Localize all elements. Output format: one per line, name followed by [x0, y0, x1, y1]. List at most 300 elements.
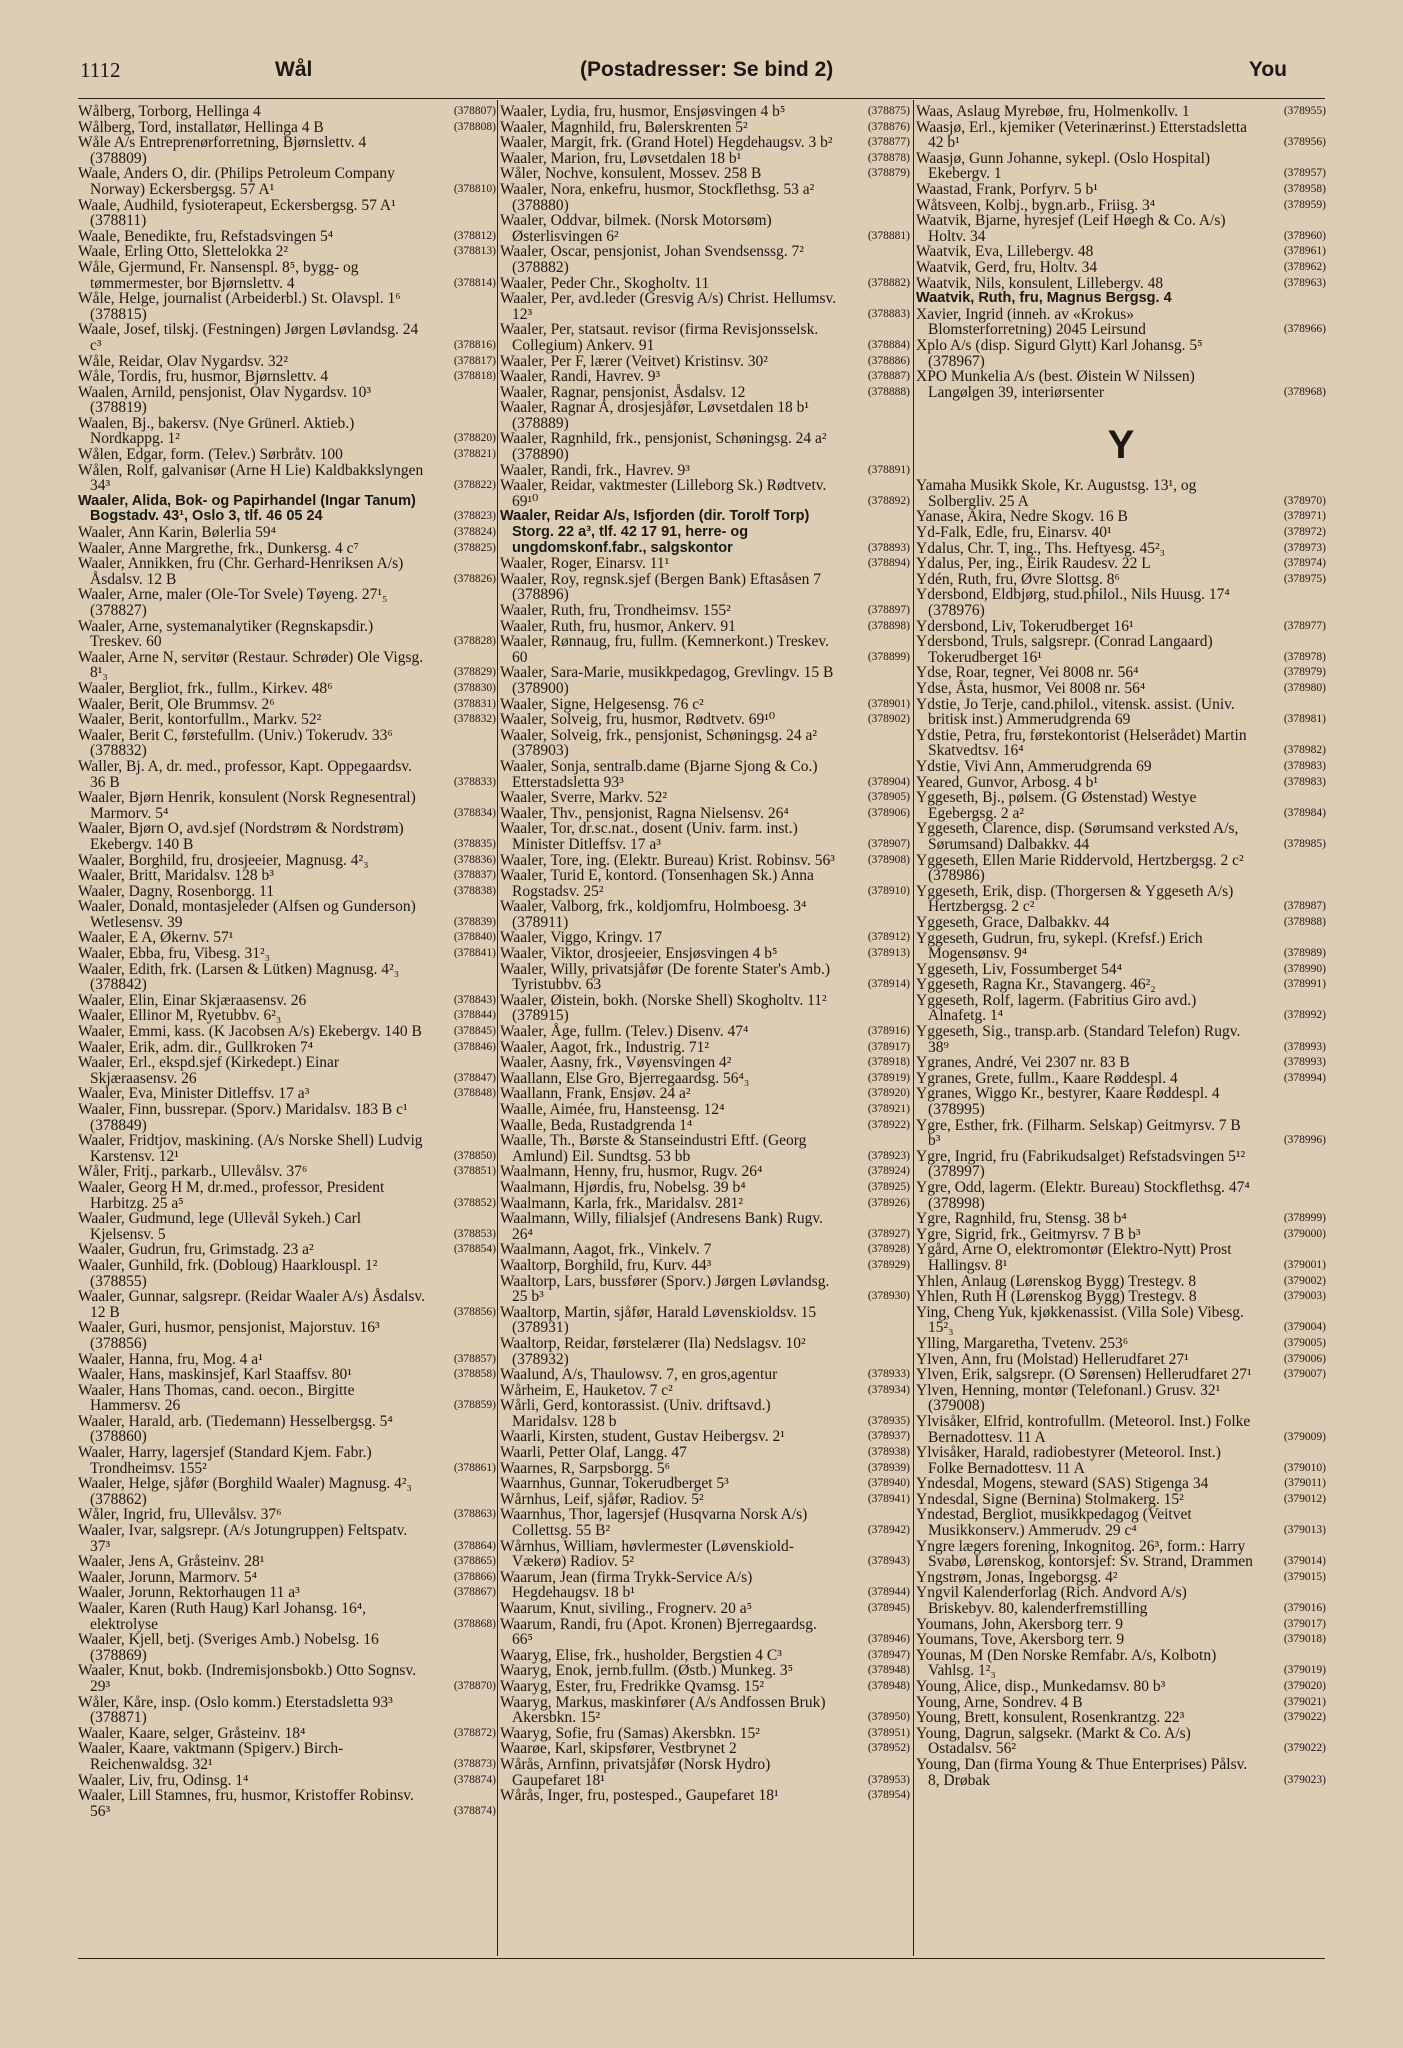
directory-entry — [500, 104, 910, 120]
directory-entry — [500, 556, 910, 572]
entry-number: (379022) — [1283, 1742, 1326, 1755]
directory-entry — [500, 1476, 910, 1492]
entry-text: Waaryg, Sofie, fru (Samas) Akersbkn. 15² — [500, 1724, 760, 1742]
entry-text: Young, Arne, Sondrev. 4 B — [916, 1693, 1083, 1711]
directory-entry — [78, 1320, 496, 1351]
directory-entry — [916, 1570, 1326, 1586]
entry-number: (378822) — [453, 479, 496, 492]
entry-number: (379018) — [1283, 1633, 1326, 1646]
directory-entry — [916, 1055, 1326, 1071]
directory-entry — [916, 1242, 1326, 1273]
directory-entry — [916, 182, 1326, 198]
entry-text: Waaler, Gudrun, fru, Grimstadg. 23 a² — [78, 1241, 314, 1259]
entry-text: Waale, Josef, tilskj. (Festningen) Jørgen Løvlandsg. 24 c³ — [78, 321, 419, 354]
entry-number: (378881) — [867, 229, 910, 242]
entry-text: Ying, Cheng Yuk, kjøkkenassist. (Villa Sole) Vibesg. 15²₃ — [916, 1303, 1244, 1337]
entry-text: Wåle, Gjermund, Fr. Nansenspl. 8⁵, bygg- og tømmermester, bor Bjørnslettv. 4 — [78, 258, 359, 292]
directory-entry — [500, 1242, 910, 1258]
directory-entry — [916, 853, 1326, 884]
directory-entry — [78, 1040, 496, 1056]
entry-text: Wålberg, Torborg, Hellinga 4 — [78, 103, 261, 120]
directory-entry — [78, 1726, 496, 1742]
directory-entry — [500, 1601, 910, 1617]
directory-entry — [78, 1055, 496, 1086]
entry-number: (378882) — [867, 276, 910, 289]
entry-number: (378958) — [1283, 182, 1326, 195]
entry-number: (378948) — [867, 1664, 910, 1677]
directory-entry — [916, 1086, 1326, 1117]
directory-entry — [78, 1741, 496, 1772]
directory-entry — [78, 1180, 496, 1211]
entry-number: (378858) — [453, 1368, 496, 1381]
entry-text: Ydalus, Chr. T, ing., Ths. Heftyesg. 45²₃ — [916, 539, 1165, 557]
entry-text: Yggeseth, Rolf, lagerm. (Fabritius Giro avd.) Alnafetg. 1⁴ — [916, 991, 1197, 1025]
entry-number: (378945) — [867, 1602, 910, 1614]
entry-text: Waalen, Arnild, pensjonist, Olav Nygardsv. 10³ (378819) — [78, 383, 371, 417]
entry-number: (378966) — [1283, 323, 1326, 336]
directory-entry — [500, 166, 910, 182]
entry-text: Waaltorp, Martin, sjåfør, Harald Løvenskioldsv. 15 (378931) — [500, 1303, 817, 1337]
directory-entry — [916, 915, 1326, 931]
directory-entry — [916, 1289, 1326, 1305]
entry-number: (378943) — [867, 1555, 910, 1568]
entry-number: (378891) — [867, 463, 910, 476]
entry-number: (378992) — [1283, 1009, 1326, 1022]
entry-number: (379016) — [1283, 1602, 1326, 1615]
entry-text: Waaler, Finn, bussrepar. (Sporv.) Maridalsv. 183 B c¹ (378849) — [78, 1101, 408, 1134]
entry-number: (378927) — [867, 1227, 910, 1240]
entry-text: Waalmann, Henny, fru, husmor, Rugv. 26⁴ — [500, 1163, 763, 1181]
entry-text: Waarnes, R, Sarpsborgg. 5⁶ — [500, 1459, 671, 1477]
entry-number: (378861) — [453, 1461, 496, 1474]
directory-entry — [916, 572, 1326, 588]
entry-number: (378808) — [453, 120, 496, 133]
entry-number: (378987) — [1283, 900, 1326, 913]
entry-number: (378993) — [1283, 1056, 1326, 1069]
entry-text: Wålen, Edgar, form. (Telev.) Sørbråtv. 100 — [78, 446, 343, 464]
entry-number: (378836) — [453, 853, 496, 866]
entry-number: (378919) — [867, 1071, 910, 1084]
entry-number: (379010) — [1283, 1461, 1326, 1474]
entry-text: Ylven, Erik, salgsrepr. (O Sørensen) Hellerudfaret 27¹ — [916, 1366, 1252, 1384]
directory-entry — [500, 1679, 910, 1695]
entry-number: (378937) — [867, 1430, 910, 1443]
directory-entry — [78, 1773, 496, 1789]
directory-entry — [916, 120, 1326, 151]
entry-text: Young, Dagrun, salgsekr. (Markt & Co. A/s) Ostadalsv. 56² — [916, 1724, 1191, 1758]
entry-text: Waaler, Gunnar, salgsrepr. (Reidar Waaler A/s) Åsdalsv. 12 B — [78, 1288, 426, 1321]
entry-text: Waaler, Tore, ing. (Elektr. Bureau) Krist. Robinsv. 56³ — [500, 851, 835, 869]
directory-entry — [916, 541, 1326, 557]
directory-entry — [78, 619, 496, 650]
directory-entry — [78, 868, 496, 884]
directory-entry — [500, 354, 910, 370]
entry-text: Waaler, Lill Stamnes, fru, husmor, Kristoffer Robinsv. 56³ — [78, 1787, 414, 1820]
entry-text: Waaler, Peder Chr., Skogholtv. 11 — [500, 274, 710, 292]
directory-entry — [78, 166, 496, 197]
entry-text: Ydersbond, Truls, salgsrepr. (Conrad Langaard) Tokerudberget 16¹ — [916, 633, 1213, 666]
entry-text: Waalund, A/s, Thaulowsv. 7, en gros,agentur — [500, 1366, 778, 1384]
entry-text: Waaler, Ragnhild, frk., pensjonist, Schøningsg. 24 a² (378890) — [500, 430, 827, 464]
entry-text: Yggeseth, Gudrun, fru, sykepl. (Krefsf.) Erich Mogensønsv. 9⁴ — [916, 929, 1203, 963]
entry-number: (378993) — [1283, 1040, 1326, 1053]
directory-entry — [78, 681, 496, 697]
entry-number: (378853) — [453, 1227, 496, 1240]
entry-number: (378817) — [453, 354, 496, 367]
entry-text: Wåler, Fritj., parkarb., Ullevålsv. 37⁶ — [78, 1163, 308, 1181]
entry-text: Waaler, Per F, lærer (Veitvet) Kristinsv. 30² — [500, 352, 768, 370]
directory-entry — [78, 650, 496, 681]
entry-number: (378908) — [867, 853, 910, 866]
directory-entry — [500, 1383, 910, 1399]
entry-number: (378972) — [1283, 526, 1326, 539]
entry-text: Waaler, Turid E, kontord. (Tonsenhagen Sk.) Anna Rogstadsv. 25² — [500, 867, 814, 900]
entry-text: Waaler, Sara-Marie, musikkpedagog, Grevlingv. 15 B (378900) — [500, 664, 834, 697]
directory-entry — [78, 1507, 496, 1523]
directory-entry — [500, 1133, 910, 1164]
column-divider — [497, 100, 498, 1956]
entry-text: Ylven, Ann, fru (Molstad) Hellerudfaret 27¹ — [916, 1350, 1189, 1368]
entry-text: Wåler, Kåre, insp. (Oslo komm.) Eterstadsletta 93³ (378871) — [78, 1693, 393, 1727]
entry-text: Waaler, Hans Thomas, cand. oecon., Birgitte Hammersv. 26 — [78, 1381, 355, 1415]
entry-text: Waaler, Randi, frk., Havrev. 9³ — [500, 461, 690, 479]
directory-entry — [500, 1741, 910, 1757]
directory-entry — [916, 1274, 1326, 1290]
entry-number: (378933) — [867, 1368, 910, 1381]
directory-entry — [78, 853, 496, 869]
entry-text: Waaler, Roger, Einarsv. 11¹ — [500, 555, 670, 573]
entry-text: Waaler, Ebba, fru, Vibesg. 31²₃ — [78, 945, 271, 963]
entry-number: (378894) — [867, 557, 910, 570]
entry-text: Waaler, Ruth, fru, husmor, Ankerv. 91 — [500, 617, 736, 635]
directory-entry — [500, 821, 910, 852]
entry-text: Waaler, Solveig, frk., pensjonist, Schøningsg. 24 a² (378903) — [500, 726, 818, 760]
entry-number: (378935) — [867, 1414, 910, 1427]
directory-entry — [500, 1695, 910, 1726]
entry-text: Waasjø, Erl., kjemiker (Veterinærinst.) Etterstadsletta 42 b¹ — [916, 118, 1248, 152]
entry-text: Waatvik, Ruth, fru, Magnus Bergsg. 4 — [916, 290, 1172, 307]
directory-entry — [916, 478, 1326, 509]
directory-entry — [78, 556, 496, 587]
directory-entry — [500, 712, 910, 728]
directory-entry — [500, 1305, 910, 1336]
directory-entry — [916, 1710, 1326, 1726]
directory-entry — [916, 775, 1326, 791]
entry-number: (379006) — [1283, 1352, 1326, 1365]
directory-entry — [916, 728, 1326, 759]
entry-text: Waaler, Tor, dr.sc.nat., dosent (Univ. farm. inst.) Minister Ditleffsv. 17 a³ — [500, 820, 798, 853]
entry-text: Waaler, Oscar, pensjonist, Johan Svendsenssg. 7² (378882) — [500, 243, 804, 276]
directory-entry — [916, 338, 1326, 369]
entry-number: (378821) — [453, 448, 496, 461]
entry-text: Waaler, Ann Karin, Bølerlia 59⁴ — [78, 524, 277, 542]
entry-text: Waatvik, Nils, konsulent, Lillebergv. 48 — [916, 274, 1164, 292]
directory-entry — [78, 946, 496, 962]
entry-number: (378872) — [453, 1726, 496, 1739]
directory-entry — [500, 1726, 910, 1742]
entry-number: (379005) — [1283, 1336, 1326, 1349]
directory-entry — [500, 899, 910, 930]
directory-entry — [78, 1523, 496, 1554]
entry-text: Waaler, Borghild, fru, drosjeeier, Magnusg. 4²₃ — [78, 851, 369, 869]
entry-number: (378926) — [867, 1196, 910, 1209]
entry-text: Yggeseth, Clarence, disp. (Sørumsand verksted A/s, Sørumsand) Dalbakkv. 44 — [916, 820, 1239, 853]
entry-text: Waaler, Arne, systemanalytiker (Regnskapsdir.) Treskev. 60 — [78, 617, 374, 651]
directory-entry — [78, 1211, 496, 1242]
directory-entry — [916, 1757, 1326, 1788]
entry-text: Yggeseth, Erik, disp. (Thorgersen & Yggeseth A/s) Hertzbergsg. 2 c² — [916, 882, 1234, 916]
entry-number: (378828) — [453, 635, 496, 648]
directory-entry — [78, 930, 496, 946]
directory-entry — [916, 260, 1326, 276]
directory-entry — [916, 1414, 1326, 1445]
directory-entry — [916, 962, 1326, 978]
directory-entry — [500, 1429, 910, 1445]
entry-text: Waaler, Gunhild, frk. (Dobloug) Haarklouspl. 1² (378855) — [78, 1256, 378, 1290]
entry-number: (379014) — [1283, 1555, 1326, 1568]
entry-text: Young, Alice, disp., Munkedamsv. 80 b³ — [916, 1678, 1166, 1695]
entry-text: Ygre, Ragnhild, fru, Stensg. 38 b⁴ — [916, 1210, 1127, 1228]
directory-entry — [916, 1539, 1326, 1570]
directory-entry — [500, 385, 910, 401]
entry-text: Ydstie, Petra, fru, førstekontorist (Helserådet) Martin Skatvedtsv. 16⁴ — [916, 726, 1247, 760]
entry-number: (378918) — [867, 1056, 910, 1069]
directory-entry — [916, 369, 1326, 400]
directory-entry — [916, 587, 1326, 618]
entry-text: Waaler, Per, avd.leder (Gresvig A/s) Christ. Hellumsv. 12³ — [500, 290, 837, 323]
entry-text: Waalmann, Hjørdis, fru, Nobelsg. 39 b⁴ — [500, 1178, 746, 1196]
entry-text: Waaler, Jorunn, Marmorv. 5⁴ — [78, 1568, 258, 1586]
directory-entry — [500, 1196, 910, 1212]
directory-entry — [916, 1492, 1326, 1508]
directory-entry — [78, 1414, 496, 1445]
directory-entry — [500, 1102, 910, 1118]
entry-number: (378838) — [453, 884, 496, 897]
directory-entry — [500, 244, 910, 275]
directory-entry — [78, 759, 496, 790]
left-guide-word: Wål — [275, 58, 313, 81]
directory-entry — [500, 1211, 910, 1242]
entry-text: Waaler, Jorunn, Rektorhaugen 11 a³ — [78, 1584, 300, 1602]
directory-entry — [500, 806, 910, 822]
entry-text: Ygranes, Wiggo Kr., bestyrer, Kaare Røddespl. 4 (378995) — [916, 1085, 1220, 1119]
entry-text: Waaler, Erl., ekspd.sjef (Kirkedept.) Einar Skjæraasensv. 26 — [78, 1054, 340, 1087]
entry-text: Waaler, Randi, Havrev. 9³ — [500, 368, 661, 386]
entry-text: Waaler, Ragnar A, drosjesjåfør, Løvsetdalen 18 b¹ (378889) — [500, 399, 810, 432]
entry-number: (378957) — [1283, 167, 1326, 180]
directory-entry — [78, 369, 496, 385]
entry-text: Ylling, Margaretha, Tvetenv. 253⁶ — [916, 1334, 1129, 1352]
entry-text: Waaler, Georg H M, dr.med., professor, President Harbitzg. 25 a⁵ — [78, 1178, 385, 1212]
directory-entry — [78, 229, 496, 245]
entry-number: (378973) — [1283, 541, 1326, 554]
right-guide-word: You — [1248, 58, 1287, 81]
entry-number: (378830) — [453, 681, 496, 694]
entry-text: Waarum, Randi, fru (Apot. Kronen) Bjerregaardsg. 66⁵ — [500, 1615, 817, 1649]
directory-entry — [916, 1180, 1326, 1211]
entry-text: Waaler, Edith, frk. (Larsen & Lütken) Magnusg. 4²₃ (378842) — [78, 960, 400, 994]
entry-text: Waaler, Bjørn Henrik, konsulent (Norsk Regnesentral) Marmorv. 5⁴ — [78, 789, 416, 822]
entry-number: (378888) — [867, 385, 910, 398]
entry-number: (378956) — [1283, 136, 1326, 149]
directory-entry — [500, 1071, 910, 1087]
entry-text: Waalle, Aimée, fru, Hansteensg. 12⁴ — [500, 1101, 725, 1118]
entry-text: Ygre, Odd, lagerm. (Elektr. Bureau) Stockflethsg. 47⁴ (378998) — [916, 1179, 1250, 1212]
entry-text: Wåtsveen, Kolbj., bygn.arb., Friisg. 3⁴ — [916, 196, 1156, 214]
entry-text: Waaler, Kjell, betj. (Sveriges Amb.) Nobelsg. 16 (378869) — [78, 1631, 379, 1664]
directory-entry — [500, 120, 910, 136]
directory-entry — [500, 665, 910, 696]
entry-text: Waaler, Hans, maskinsjef, Karl Staaffsv. 80¹ — [78, 1366, 352, 1384]
entry-text: Ydstie, Vivi Ann, Ammerudgrenda 69 — [916, 757, 1152, 775]
entry-number: (378826) — [453, 572, 496, 585]
entry-number: (378884) — [867, 338, 910, 351]
entry-number: (378902) — [867, 713, 910, 726]
directory-entry — [916, 790, 1326, 821]
entry-text: Ydén, Ruth, fru, Øvre Slottsg. 8⁶ — [916, 570, 1120, 588]
entry-text: Waaler, Valborg, frk., koldjomfru, Holmboesg. 3⁴ (378911) — [500, 898, 807, 931]
entry-text: Waarum, Jean (firma Trykk-Service A/s) Hegdehaugsv. 18 b¹ — [500, 1568, 753, 1602]
directory-entry — [78, 1102, 496, 1133]
directory-entry — [78, 104, 496, 120]
entry-number: (378874) — [453, 1804, 496, 1817]
directory-entry — [500, 728, 910, 759]
entry-text: Waastad, Frank, Porfyrv. 5 b¹ — [916, 180, 1098, 198]
directory-entry — [500, 1258, 910, 1274]
entry-number: (379001) — [1283, 1258, 1326, 1271]
directory-entry — [78, 244, 496, 260]
entry-number: (378921) — [867, 1103, 910, 1115]
entry-text: Waaler, Harald, arb. (Tiedemann) Hesselbergsg. 5⁴ (378860) — [78, 1412, 393, 1446]
directory-entry — [500, 1461, 910, 1477]
directory-entry — [916, 244, 1326, 260]
entry-text: Waaler, Helge, sjåfør (Borghild Waaler) Magnusg. 4²₃ (378862) — [78, 1475, 412, 1508]
column-divider — [913, 100, 914, 1956]
entry-number: (378940) — [867, 1477, 910, 1490]
entry-text: Waaler, Bergliot, frk., fullm., Kirkev. 48⁶ — [78, 679, 333, 697]
directory-entry — [916, 1118, 1326, 1149]
entry-text: Waaler, Eva, Minister Ditleffsv. 17 a³ — [78, 1085, 310, 1103]
entry-text: Waale, Benedikte, fru, Refstadsvingen 5⁴ — [78, 227, 334, 245]
entry-text: Waasjø, Gunn Johanne, sykepl. (Oslo Hospital) Ekebergv. 1 — [916, 149, 1211, 183]
entry-number: (378913) — [867, 947, 910, 960]
entry-text: Younas, M (Den Norske Remfabr. A/s, Kolbotn) Vahlsg. 1²₃ — [916, 1646, 1217, 1680]
entry-text: Yeared, Gunvor, Arbosg. 4 b¹ — [916, 773, 1098, 791]
entry-text: Waaler, Viktor, drosjeeier, Ensjøsvingen 4 b⁵ — [500, 945, 778, 963]
directory-entry — [916, 1227, 1326, 1243]
entry-text: Waarnhus, Gunnar, Tokerudberget 5³ — [500, 1475, 729, 1493]
header-rule — [78, 98, 1325, 99]
entry-number: (378981) — [1283, 713, 1326, 726]
entry-text: Yggeseth, Ellen Marie Riddervold, Hertzbergsg. 2 c² (378986) — [916, 851, 1244, 885]
entry-text: Waaryg, Markus, maskinfører (A/s Andfossen Bruk) Akersbkn. 15² — [500, 1693, 826, 1727]
directory-entry — [500, 697, 910, 713]
directory-entry — [916, 1695, 1326, 1711]
entry-text: Waaler, Ivar, salgsrepr. (A/s Jotungruppen) Feltspatv. 37³ — [78, 1522, 408, 1555]
directory-entry — [916, 1305, 1326, 1336]
entry-number: (378977) — [1283, 619, 1326, 632]
entry-text: Waaler, Ragnar, pensjonist, Åsdalsv. 12 — [500, 383, 746, 401]
directory-entry — [78, 1476, 496, 1507]
entry-number: (378934) — [867, 1383, 910, 1396]
entry-text: Waarum, Knut, siviling., Frognerv. 20 a⁵ — [500, 1600, 752, 1617]
directory-entry — [916, 509, 1326, 525]
entry-number: (378920) — [867, 1087, 910, 1100]
directory-entry — [78, 447, 496, 463]
entry-text: Waaler, Kaare, vaktmann (Spigerv.) Birch-Reichenwaldsg. 32¹ — [78, 1740, 344, 1773]
entry-number: (378878) — [867, 151, 910, 164]
directory-entry — [916, 884, 1326, 915]
entry-number: (378950) — [867, 1711, 910, 1724]
entry-text: Waaler, Øistein, bokh. (Norske Shell) Skogholtv. 11² (378915) — [500, 991, 827, 1025]
entry-number: (378812) — [453, 229, 496, 242]
entry-number: (378955) — [1283, 105, 1326, 117]
entry-text: Wårli, Gerd, kontorassist. (Univ. driftsavd.) Maridalsv. 128 b — [500, 1397, 771, 1430]
page-header — [80, 52, 1327, 92]
entry-number: (379017) — [1283, 1617, 1326, 1630]
entry-text: Waaler, Margit, frk. (Grand Hotel) Hegdehaugsv. 3 b² — [500, 134, 833, 152]
directory-entry — [78, 1242, 496, 1258]
entry-number: (378994) — [1283, 1071, 1326, 1084]
section-letter: Y — [1107, 423, 1135, 468]
directory-entry — [916, 1383, 1326, 1414]
entry-number: (379007) — [1283, 1368, 1326, 1381]
entry-text: Wårås, Inger, fru, postesped., Gaupefaret 18¹ — [500, 1787, 779, 1805]
entry-number: (378974) — [1283, 557, 1326, 570]
entry-text: Waaler, Signe, Helgesensg. 76 c² — [500, 695, 704, 713]
entry-text: Waaler, Arne, maler (Ole-Tor Svele) Tøyeng. 27¹₅ (378827) — [78, 586, 388, 619]
entry-text: Waaler, Harry, lagersjef (Standard Kjem. Fabr.) Trondheimsv. 155² — [78, 1444, 372, 1477]
directory-entry — [500, 868, 910, 899]
directory-entry — [916, 104, 1326, 120]
entry-text: Ydalus, Per, ing., Eirik Raudesv. 22 L — [916, 555, 1151, 573]
entry-text: Waalmann, Aagot, frk., Vinkelv. 7 — [500, 1241, 712, 1259]
entry-text: Wåler, Nochve, konsulent, Mossev. 258 B — [500, 165, 762, 183]
directory-entry — [916, 1679, 1326, 1695]
directory-entry — [500, 1617, 910, 1648]
entry-number: (379009) — [1283, 1430, 1326, 1443]
entry-number: (378825) — [453, 541, 496, 554]
directory-entry — [500, 634, 910, 665]
directory-entry — [500, 1164, 910, 1180]
directory-entry — [500, 509, 910, 556]
entry-number: (379011) — [1284, 1477, 1326, 1490]
entry-text: Yd-Falk, Edle, fru, Einarsv. 40¹ — [916, 524, 1112, 542]
entry-text: Waaler, Roy, regnsk.sjef (Bergen Bank) Eftasåsen 7 (378896) — [500, 570, 821, 604]
entry-number: (378848) — [453, 1087, 496, 1100]
directory-entry — [78, 790, 496, 821]
entry-text: Young, Brett, konsulent, Rosenkrantzg. 22³ — [916, 1709, 1185, 1727]
directory-entry — [78, 541, 496, 557]
directory-entry — [78, 899, 496, 930]
directory-entry — [500, 369, 910, 385]
entry-text: Waaler, Fridtjov, maskining. (A/s Norske Shell) Ludvig Karstensv. 12¹ — [78, 1132, 423, 1165]
entry-number: (378901) — [867, 697, 910, 710]
entry-number: (378816) — [453, 338, 496, 351]
entry-text: Waaler, Ruth, fru, Trondheimsv. 155² — [500, 602, 731, 619]
directory-entry — [500, 400, 910, 431]
entry-number: (378979) — [1283, 666, 1326, 679]
directory-entry — [916, 1445, 1326, 1476]
entry-number: (379022) — [1283, 1711, 1326, 1724]
entry-text: Xavier, Ingrid (inneh. av «Krokus» Blomsterforretning) 2045 Leirsund — [916, 305, 1146, 339]
entry-text: Waarøe, Karl, skipsfører, Vestbrynet 2 — [500, 1740, 737, 1758]
entry-number: (378928) — [867, 1243, 910, 1256]
entry-text: Waaler, Magnhild, fru, Bølerskrenten 5² — [500, 118, 748, 136]
directory-entry — [78, 821, 496, 852]
directory-entry — [916, 1648, 1326, 1679]
entry-number: (379015) — [1283, 1570, 1326, 1583]
